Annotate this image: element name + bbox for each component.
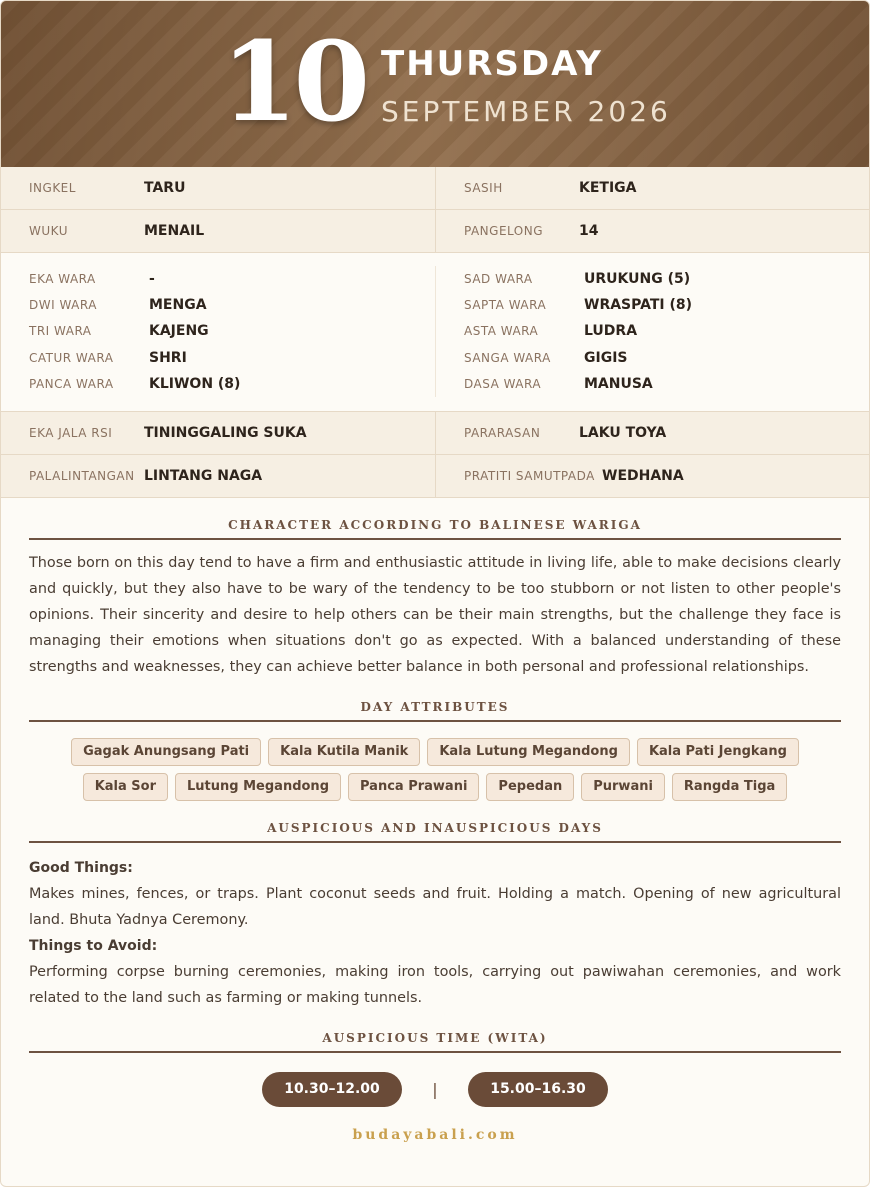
- character-text: Those born on this day tend to have a firm and enthusiastic attitude in living life, able to make decisions clearly and quickly, but they also have to be wary of the tendency to be too stubborn or not listen to other people's opinions. Their sincerity and desire to help others can be their main strengths, but the challenge they face is managing their emotions when situations don't go as expected. With a balanced understanding of these strengths and weaknesses, they can achieve better balance in both personal and professional relationships.: [29, 554, 841, 675]
- attribute-chip: Kala Sor: [83, 773, 168, 801]
- wara-row: [29, 292, 435, 318]
- wara-row: [464, 345, 869, 371]
- things-to-avoid-heading: Things to Avoid:: [29, 937, 158, 954]
- section-title: CHARACTER ACCORDING TO BALINESE WARIGA: [29, 518, 841, 540]
- attribute-chip: Panca Prawani: [348, 773, 479, 801]
- wara-label: SAD WARA: [464, 272, 533, 287]
- site-footer: budayabali.com: [352, 1126, 518, 1143]
- section-title: DAY ATTRIBUTES: [29, 700, 841, 722]
- good-things-text: Makes mines, fences, or traps. Plant coconut seeds and fruit. Holding a match. Opening of new agricultural land. Bhuta Yadnya Ceremony.: [29, 885, 841, 928]
- wara-label: ASTA WARA: [464, 324, 539, 339]
- info-label: WUKU: [29, 224, 68, 238]
- wara-value: SHRI: [149, 349, 187, 366]
- wara-block: [1, 253, 869, 412]
- days-section: [1, 821, 869, 1011]
- attribute-chip: Gagak Anungsang Pati: [71, 738, 261, 766]
- time-separator: |: [432, 1079, 438, 1099]
- wara-row: [464, 371, 869, 397]
- info-cell-palalintangan: [1, 455, 435, 497]
- wara-row: [29, 371, 435, 397]
- time-section: [1, 1031, 869, 1107]
- info-cell-ingkel: [1, 167, 435, 209]
- info-value: KETIGA: [579, 180, 637, 196]
- wara-value: LUDRA: [584, 323, 638, 340]
- attribute-chip: Purwani: [581, 773, 665, 801]
- wara-value: URUKUNG (5): [584, 271, 691, 288]
- date-header: [1, 1, 869, 167]
- info-label: INGKEL: [29, 181, 76, 195]
- info-cell-pangelong: [435, 210, 869, 252]
- info-value: TARU: [144, 180, 186, 196]
- info-label: PRATITI SAMUTPADA: [464, 468, 595, 483]
- wara-value: MENGA: [149, 297, 207, 314]
- wara-label: SANGA WARA: [464, 350, 551, 365]
- day-number: 10: [221, 17, 367, 146]
- info-row: [1, 455, 869, 498]
- info-label: PARARASAN: [464, 425, 541, 440]
- info-row: [1, 412, 869, 455]
- info-row: [1, 167, 869, 210]
- info-label: PANGELONG: [464, 224, 544, 238]
- attributes-section: [1, 700, 869, 801]
- info-row: [1, 210, 869, 253]
- time-slot-pill: 15.00–16.30: [468, 1072, 608, 1107]
- wara-column-left: [1, 266, 435, 397]
- wara-label: CATUR WARA: [29, 350, 114, 365]
- wara-row: [464, 318, 869, 344]
- info-label: SASIH: [464, 181, 503, 195]
- wara-value: MANUSA: [584, 375, 653, 392]
- weekday-label: THURSDAY: [381, 44, 603, 84]
- wara-label: TRI WARA: [29, 324, 92, 339]
- time-slot-pill: 10.30–12.00: [262, 1072, 402, 1107]
- days-content: [29, 855, 841, 1011]
- time-slots: [29, 1072, 841, 1107]
- wara-row: [29, 318, 435, 344]
- wara-label: DWI WARA: [29, 298, 97, 313]
- wara-value: KLIWON (8): [149, 375, 241, 392]
- info-value: 14: [579, 223, 599, 239]
- info-value: LINTANG NAGA: [144, 467, 263, 484]
- attribute-chip: Kala Lutung Megandong: [427, 738, 630, 766]
- section-title: AUSPICIOUS TIME (WITA): [29, 1031, 841, 1053]
- wara-row: [29, 266, 435, 292]
- info-value: WEDHANA: [602, 467, 684, 484]
- info-value: LAKU TOYA: [579, 424, 667, 441]
- wara-row: [464, 266, 869, 292]
- good-things-heading: Good Things:: [29, 859, 133, 876]
- wara-value: KAJENG: [149, 323, 209, 340]
- wara-label: EKA WARA: [29, 272, 96, 287]
- wara-value: GIGIS: [584, 349, 628, 366]
- section-title: AUSPICIOUS AND INAUSPICIOUS DAYS: [29, 821, 841, 843]
- wara-label: PANCA WARA: [29, 376, 114, 391]
- info-value: MENAIL: [144, 223, 205, 239]
- attribute-chips: [29, 738, 841, 801]
- attribute-chip: Rangda Tiga: [672, 773, 787, 801]
- info-label: PALALINTANGAN: [29, 468, 135, 483]
- things-to-avoid-text: Performing corpse burning ceremonies, making iron tools, carrying out pawiwahan ceremonies, and work related to the land such as farming or making tunnels.: [29, 963, 841, 1006]
- month-year-label: SEPTEMBER 2026: [381, 95, 671, 128]
- wara-value: -: [149, 271, 155, 288]
- info-cell-sasih: [435, 167, 869, 209]
- info-value: TININGGALING SUKA: [144, 424, 307, 441]
- wara-row: [464, 292, 869, 318]
- attribute-chip: Pepedan: [486, 773, 574, 801]
- wara-label: DASA WARA: [464, 376, 542, 391]
- wara-column-right: [435, 266, 869, 397]
- attribute-chip: Lutung Megandong: [175, 773, 341, 801]
- character-section: [1, 518, 869, 680]
- info-cell-pratiti-samutpada: [435, 455, 869, 497]
- wara-value: WRASPATI (8): [584, 297, 693, 314]
- info-label: EKA JALA RSI: [29, 425, 113, 440]
- info-cell-pararasan: [435, 412, 869, 454]
- wara-label: SAPTA WARA: [464, 298, 547, 313]
- attribute-chip: Kala Pati Jengkang: [637, 738, 799, 766]
- wara-row: [29, 345, 435, 371]
- info-cell-eka-jala-rsi: [1, 412, 435, 454]
- info-cell-wuku: [1, 210, 435, 252]
- attribute-chip: Kala Kutila Manik: [268, 738, 420, 766]
